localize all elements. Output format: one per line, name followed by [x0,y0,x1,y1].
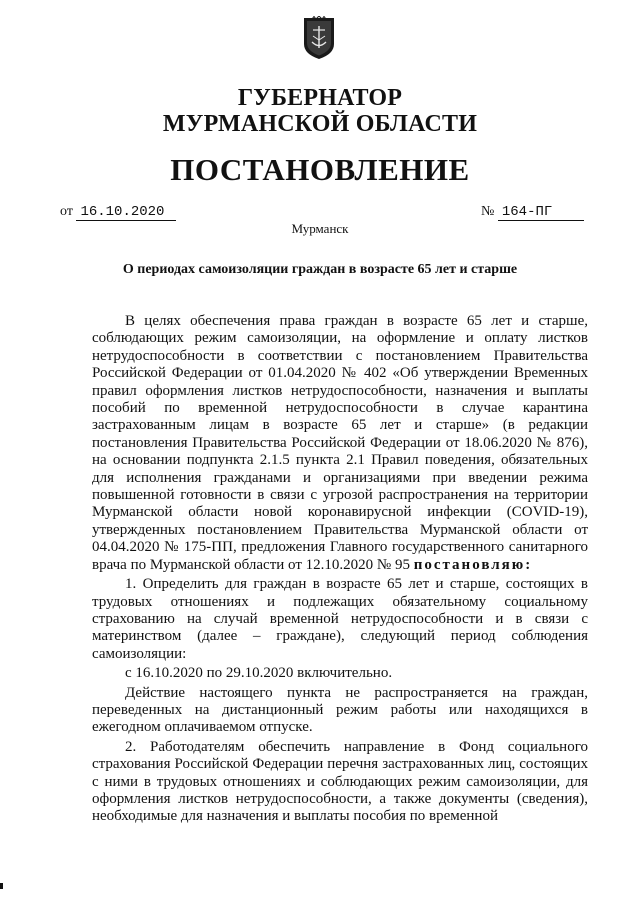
number-prefix: № [481,204,495,219]
document-body [92,313,588,828]
preamble-text: В целях обеспечения права граждан в возрасте 65 лет и старше, соблюдающих режим самоизоляции, на оформление и оплату листков нетрудоспособности в соответствии с постановлением Правительства Российской Федерации от 01.04.2020 № 402 «Об утверждении Временных правил оформления листков нетрудоспособности, назначения и выплаты пособий по временной нетрудоспособности в случае карантина застрахованным лицам в возрасте 65 лет и старше» (в редакции постановления Правительства Российской Федерации от 18.06.2020 № 876), на основании подпункта 2.1.5 пункта 2.1 Правил поведения, обязательных для исполнения гражданами и организациями при введении режима повышенной готовности в связи с угрозой распространения на территории Мурманской области новой коронавирусной инфекции (COVID-19), утвержденных постановлением Правительства Мурманской области от 04.04.2020 № 175-ПП, предложения Главного государственного санитарного врача по Мурманской области от 12.10.2020 № 95 [92,313,588,573]
date-value: 16.10.2020 [76,204,176,221]
number-field [481,204,584,221]
date-field [60,204,176,221]
org-title-line2: МУРМАНСКОЙ ОБЛАСТИ [162,111,478,137]
city: Мурманск [291,221,349,236]
date-prefix: от [60,204,73,219]
document-type: ПОСТАНОВЛЕНИЕ [170,152,470,187]
scan-mark [0,883,3,889]
paragraph-preamble [92,313,588,574]
document-subject: О периодах самоизоляции граждан в возрасте 65 лет и старше [122,262,518,277]
number-value: 164-ПГ [498,204,584,221]
paragraph-period: с 16.10.2020 по 29.10.2020 включительно. [125,665,393,682]
paragraph-item-1: 1. Определить для граждан в возрасте 65 лет и старше, состоящих в трудовых отношениях и подлежащих обязательному социальному страхованию на случай временной нетрудоспособности и в связи с материнством (далее – граждане), следующий период соблюдения самоизоляции: [92,576,588,662]
coat-of-arms-icon [303,16,335,60]
paragraph-exception: Действие настоящего пункта не распространяется на граждан, переведенных на дистанционный режим работы или находящихся в ежегодном оплачиваемом отпуске. [92,684,588,736]
paragraph-item-2: 2. Работодателям обеспечить направление в Фонд социального страхования Российской Федерации перечня застрахованных лиц, состоящих с ними в трудовых отношениях и соблюдающих режим самоизоляции, для оформления листков нетрудоспособности, а также документы (сведения), необходимые для назначения и выплаты пособия по временной [92,738,588,825]
org-title-line1: ГУБЕРНАТОР [237,85,403,111]
decree-word: постановляю: [413,556,533,573]
